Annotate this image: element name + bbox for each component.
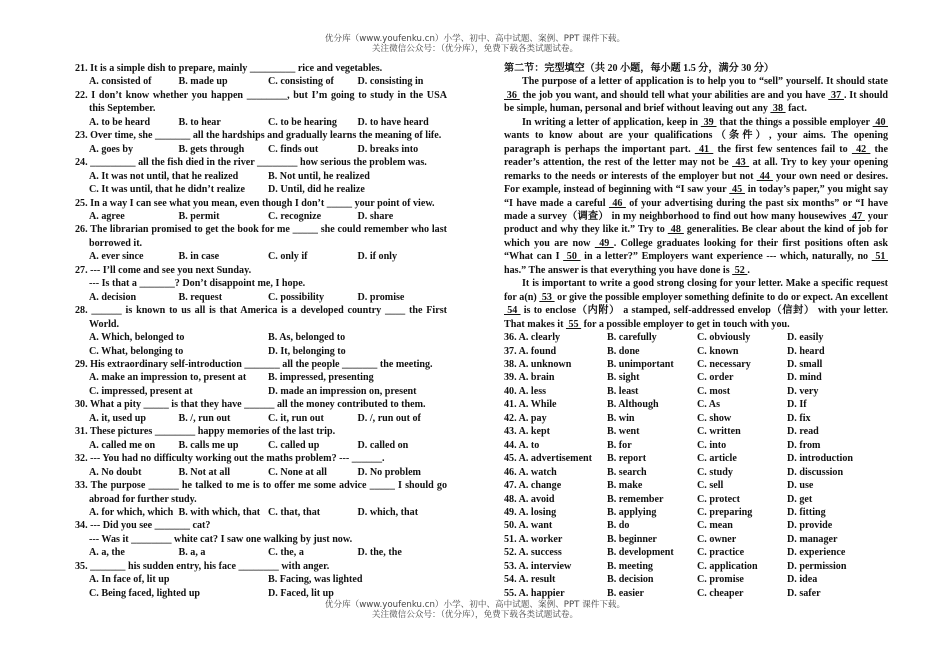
answer-option: D. get [787, 493, 813, 505]
passage-text: the first few sentences fail to [713, 143, 852, 155]
options-row [75, 439, 447, 452]
answer-option: B. do [607, 520, 630, 532]
answer-option: 43. A. kept [504, 426, 550, 438]
option: B. request [178, 291, 223, 303]
answer-option: 54. A. result [504, 574, 556, 586]
question-text: 35. _______ his sudden entry, his face ________ with anger. [75, 560, 330, 572]
passage-text: the reader’s attention, the rest of the letter may not be [504, 143, 889, 169]
option: D. Faced, lit up [268, 587, 334, 599]
options-row [75, 587, 447, 600]
answer-option: C. As [697, 399, 720, 411]
option: B. As, belonged to [268, 332, 346, 344]
answer-option: 51. A. worker [504, 533, 563, 545]
answer-option: C. practice [697, 547, 745, 559]
question-item [75, 304, 447, 358]
answer-option: 41. A. While [504, 399, 557, 411]
answer-option: B. report [607, 453, 647, 465]
option: D. breaks into [357, 143, 419, 155]
section-title: 第二节：完型填空（共 20 小题，每小题 1.5 分，满分 30 分） [504, 63, 775, 74]
answer-option: 53. A. interview [504, 560, 572, 572]
passage-text: has.” The answer is that everything you have done is [504, 264, 733, 276]
question-item [75, 197, 447, 224]
option: C. consisting of [268, 76, 334, 88]
answer-option: C. study [697, 466, 733, 478]
answer-option: B. development [607, 547, 674, 559]
passage-text: in a letter?” Employers want experience --- which, naturally, no [580, 251, 872, 263]
blank-number: 40 [872, 116, 889, 128]
answer-option: B. remember [607, 493, 664, 505]
option: D. It, belonging to [268, 345, 346, 357]
answer-option: B. search [607, 466, 647, 478]
answer-option: 36. A. clearly [504, 332, 561, 344]
option: B. made up [178, 76, 228, 88]
option: A. called me on [89, 439, 156, 451]
blank-number: 48 [667, 224, 684, 236]
answer-option: D. If [787, 399, 807, 411]
question-text: 26. The librarian promised to get the book for me _____ she could remember who last borrowed it. [75, 224, 447, 249]
blank-number: 37 [828, 89, 844, 101]
options-row [75, 183, 447, 196]
answer-option: C. sell [697, 480, 724, 492]
answer-option: D. small [787, 358, 823, 370]
question-text: 27. --- I’ll come and see you next Sunday. [75, 264, 252, 276]
blank-number: 36 [504, 89, 520, 101]
answer-option: D. idea [787, 574, 818, 586]
option: B. Facing, was lighted [268, 574, 363, 586]
option: A. make an impression to, present at [89, 372, 247, 384]
option: A. a, the [89, 547, 125, 559]
answer-option: B. sight [607, 372, 640, 384]
question-item [75, 89, 447, 129]
option: A. consisted of [89, 76, 152, 88]
answer-option: 39. A. brain [504, 372, 555, 384]
passage-text: that the things a possible employer [716, 116, 873, 128]
answer-option: C. obviously [697, 332, 751, 344]
answer-option: 45. A. advertisement [504, 453, 593, 465]
option: C. only if [268, 251, 308, 263]
option: D. to have heard [357, 116, 429, 128]
answer-row [504, 479, 888, 492]
option: A. for which, which [89, 506, 174, 518]
option: A. No doubt [89, 466, 142, 478]
passage-text: generalities. Be clear about the kind of job for which you are now [504, 224, 888, 249]
answer-option: B. went [607, 426, 640, 438]
answer-option: 46. A. watch [504, 466, 557, 478]
answer-option: D. fix [787, 412, 811, 424]
cloze-paragraph-2 [504, 116, 888, 277]
options-row [75, 345, 447, 358]
answer-option: D. read [787, 426, 819, 438]
answer-option: 50. A. want [504, 520, 553, 532]
option: B. impressed, presenting [268, 372, 374, 384]
answer-row [504, 398, 888, 411]
option: B. permit [178, 210, 220, 222]
question-text: 25. In a way I can see what you mean, even though I don’t _____ your point of view. [75, 197, 435, 209]
answer-row [504, 506, 888, 519]
footer-line-1: 优分库（www.youfenku.cn）小学、初中、高中试题、案例、PPT 课件下载。 [324, 600, 626, 610]
option: D. the, the [357, 547, 402, 559]
blank-number: 55 [565, 318, 582, 330]
blank-number: 39 [700, 116, 717, 128]
option: A. to be heard [89, 116, 151, 128]
question-text: 31. These pictures ________ happy memories of the last trip. [75, 426, 336, 438]
passage-text: It is important to write a good strong closing for your letter. Make a specific request for a(n) [504, 278, 888, 303]
blank-number: 50 [563, 251, 581, 263]
passage-text: your own need or desires. For example, instead of beginning with “I saw your [504, 170, 888, 196]
option: C. that, that [268, 506, 321, 518]
options-row [75, 412, 447, 425]
answer-option: B. for [607, 439, 632, 451]
option: D. Until, did he realize [268, 184, 365, 196]
option: D. which, that [357, 506, 419, 518]
question-item [75, 533, 447, 560]
option: A. In face of, lit up [89, 574, 170, 586]
answer-option: 38. A. unknown [504, 358, 572, 370]
blank-number: 46 [608, 197, 626, 209]
answer-option: C. written [697, 426, 741, 438]
option: C. to be hearing [268, 116, 337, 128]
answer-option: C. owner [697, 533, 737, 545]
question-item [75, 129, 447, 156]
options-row [75, 116, 447, 129]
options-row [75, 250, 447, 263]
answer-option: D. discussion [787, 466, 844, 478]
passage-text: in today’s paper,” you might say “I have made a careful [504, 184, 888, 209]
passage-text: wants to know about are your qualifications（条件）, your aims. The opening paragraph is perhaps the important part. [504, 130, 888, 155]
question-item [75, 223, 447, 263]
question-item [75, 425, 447, 452]
header-line-2: 关注微信公众号：（优分库），免费下载各类试题试卷。 [371, 44, 579, 54]
answer-option: C. application [697, 560, 758, 572]
page-footer [0, 600, 950, 620]
answer-row [504, 533, 888, 546]
right-column-cloze [504, 62, 888, 600]
answer-option: B. applying [607, 506, 657, 518]
answer-option: 52. A. success [504, 547, 562, 559]
passage-text: . It should be simple, human, personal and brief without leaving out any [504, 89, 888, 115]
question-text: 33. The purpose ______ he talked to me is to offer me some advice _____ I should go abroad for further study. [75, 480, 447, 505]
question-item [75, 62, 447, 89]
answer-options-list [504, 331, 888, 600]
answer-option: B. win [607, 412, 635, 424]
options-row [75, 466, 447, 479]
option: B. with which, that [178, 506, 261, 518]
answer-row [504, 560, 888, 573]
blank-number: 47 [849, 210, 865, 222]
answer-option: D. manager [787, 533, 838, 545]
option: C. It was until, that he didn’t realize [89, 184, 245, 196]
options-row [75, 371, 447, 384]
answer-option: 40. A. less [504, 385, 547, 397]
left-column-questions [75, 62, 447, 600]
answer-option: D. fitting [787, 506, 826, 518]
blank-number: 42 [851, 143, 871, 155]
answer-option: C. mean [697, 520, 733, 532]
passage-text: The purpose of a letter of application is to help you to “sell” yourself. It should state [522, 76, 888, 88]
question-text: 22. I don’t know whether you happen ________, but I’m going to study in the USA this September. [75, 89, 447, 115]
cloze-paragraph-1 [504, 75, 888, 115]
options-row [75, 573, 447, 586]
options-row [75, 506, 447, 519]
question-text: 32. --- You had no difficulty working out the maths problem? --- ______. [75, 453, 385, 465]
option: A. ever since [89, 251, 144, 263]
question-text: --- Was it ________ white cat? I saw one walking by just now. [89, 533, 353, 545]
option: B. Not at all [178, 466, 231, 478]
option: B. calls me up [178, 439, 239, 451]
options-row [75, 75, 447, 88]
blank-number: 52 [732, 264, 748, 276]
passage-text: . [747, 264, 750, 276]
question-item [75, 264, 447, 277]
option: D. No problem [357, 466, 421, 478]
option: D. called on [357, 439, 409, 451]
option: B. /, run out [178, 412, 231, 424]
option: B. Not until, he realized [268, 170, 370, 182]
passage-text: your product and why they like it.” Try to [504, 210, 888, 236]
answer-option: 55. A. happier [504, 587, 565, 599]
answer-option: B. least [607, 385, 639, 397]
question-text: 21. It is a simple dish to prepare, mainly _________ rice and vegetables. [75, 63, 383, 74]
answer-option: 49. A. losing [504, 506, 557, 518]
option: D. /, run out of [357, 412, 421, 424]
question-item [75, 358, 447, 398]
answer-option: C. known [697, 345, 739, 357]
option: C. Being faced, lighted up [89, 587, 201, 599]
passage-text: is to enclose（内附） a stamped, self-addressed envelop（信封） with your letter. That makes it [504, 305, 889, 330]
answer-option: D. experience [787, 547, 846, 559]
blank-number: 54 [504, 305, 521, 317]
passage-text: the job you want, and should tell what your abilities are and you have [519, 89, 829, 101]
options-row [75, 210, 447, 223]
answer-option: 44. A. to [504, 439, 540, 451]
blank-number: 44 [756, 170, 773, 182]
answer-option: B. make [607, 480, 643, 492]
answer-option: C. protect [697, 493, 740, 505]
question-text: 24. _________ all the fish died in the river ________ how serious the problem was. [75, 157, 427, 169]
answer-option: D. introduction [787, 453, 853, 465]
answer-option: D. provide [787, 520, 833, 532]
option: C. called up [268, 439, 320, 451]
answer-option: C. article [697, 453, 737, 465]
answer-row [504, 345, 888, 358]
option: A. agree [89, 210, 125, 222]
option: D. if only [357, 251, 398, 263]
question-item [75, 560, 447, 600]
options-row [75, 546, 447, 559]
option: A. it, used up [89, 412, 146, 424]
answer-option: D. use [787, 480, 814, 492]
options-row [75, 291, 447, 304]
answer-option: B. meeting [607, 560, 653, 572]
question-item [75, 398, 447, 425]
answer-option: B. Although [607, 399, 659, 411]
question-text: 28. ______ is known to us all is that America is a developed country ____ the First World. [75, 305, 447, 330]
answer-option: B. unimportant [607, 358, 674, 370]
page-header [0, 34, 950, 54]
option: C. What, belonging to [89, 345, 184, 357]
option: C. the, a [268, 547, 304, 559]
passage-text: In writing a letter of application, keep in [522, 116, 701, 128]
answer-row [504, 573, 888, 586]
options-row [75, 170, 447, 183]
answer-row [504, 425, 888, 438]
cloze-paragraph-3 [504, 277, 888, 331]
answer-row [504, 385, 888, 398]
option: B. to hear [178, 116, 221, 128]
options-row [75, 331, 447, 344]
options-row [75, 143, 447, 156]
passage-text: for a possible employer to get in touch with you. [581, 318, 790, 330]
answer-option: C. promise [697, 574, 744, 586]
answer-option: C. necessary [697, 358, 751, 370]
answer-option: B. done [607, 345, 640, 357]
question-item [75, 519, 447, 532]
answer-option: B. decision [607, 574, 654, 586]
blank-number: 41 [694, 143, 714, 155]
option: A. goes by [89, 143, 134, 155]
answer-row [504, 546, 888, 559]
answer-option: D. safer [787, 587, 821, 599]
question-text: 34. --- Did you see _______ cat? [75, 520, 211, 532]
option: C. recognize [268, 210, 322, 222]
option: C. it, run out [268, 412, 324, 424]
answer-option: D. from [787, 439, 821, 451]
option: B. a, a [178, 547, 206, 559]
option: A. decision [89, 291, 137, 303]
answer-option: C. cheaper [697, 587, 744, 599]
option: B. in case [178, 251, 220, 263]
question-item [75, 156, 447, 196]
answer-row [504, 439, 888, 452]
blank-number: 53 [539, 291, 555, 303]
answer-row [504, 466, 888, 479]
passage-text: at all. Try to key your opening remarks to the needs or interests of the employer but not [504, 157, 889, 182]
answer-option: 48. A. avoid [504, 493, 555, 505]
blank-number: 49 [594, 237, 614, 249]
answer-row [504, 452, 888, 465]
answer-option: 37. A. found [504, 345, 557, 357]
answer-option: B. carefully [607, 332, 657, 344]
footer-line-2: 关注微信公众号：（优分库），免费下载各类试题试卷。 [371, 610, 579, 620]
question-item [75, 277, 447, 304]
answer-option: C. show [697, 412, 732, 424]
option: D. made an impression on, present [268, 385, 417, 397]
answer-option: C. preparing [697, 506, 753, 518]
answer-row [504, 331, 888, 344]
question-text: --- Is that a _______? Don’t disappoint me, I hope. [89, 278, 306, 290]
question-item [75, 479, 447, 519]
option: C. impressed, present at [89, 385, 193, 397]
option: D. consisting in [357, 76, 424, 88]
answer-option: B. beginner [607, 533, 657, 545]
answer-option: C. order [697, 372, 734, 384]
blank-number: 45 [729, 184, 745, 196]
answer-row [504, 412, 888, 425]
option: C. possibility [268, 291, 325, 303]
answer-option: 47. A. change [504, 480, 562, 492]
options-row [75, 385, 447, 398]
option: D. share [357, 210, 394, 222]
blank-number: 38 [770, 103, 786, 115]
header-line-1: 优分库（www.youfenku.cn）小学、初中、高中试题、案例、PPT 课件下载。 [324, 34, 626, 44]
option: A. It was not until, that he realized [89, 170, 239, 182]
answer-row [504, 587, 888, 600]
option: D. promise [357, 291, 405, 303]
option: C. finds out [268, 143, 319, 155]
question-item [75, 452, 447, 479]
answer-option: 42. A. pay [504, 412, 547, 424]
option: A. Which, belonged to [89, 332, 185, 344]
passage-text: fact. [785, 103, 807, 115]
passage-text: . College graduates looking for their first positions often ask “What can I [504, 237, 888, 263]
option: C. None at all [268, 466, 327, 478]
blank-number: 43 [732, 157, 750, 169]
answer-option: C. most [697, 385, 731, 397]
passage-text: of your advertising during the past six months” or “I have made a survey（调查） in my neighborhood to find out how many housewives [504, 197, 888, 222]
question-text: 30. What a pity _____ is that they have ______ all the money contributed to them. [75, 399, 426, 411]
answer-option: D. heard [787, 345, 825, 357]
answer-option: D. mind [787, 372, 822, 384]
question-text: 29. His extraordinary self-introduction _______ all the people _______ the meeting. [75, 358, 433, 370]
answer-option: D. permission [787, 560, 847, 572]
answer-option: D. very [787, 385, 819, 397]
answer-option: C. into [697, 439, 727, 451]
answer-row [504, 371, 888, 384]
answer-row [504, 493, 888, 506]
blank-number: 51 [871, 251, 889, 263]
answer-row [504, 358, 888, 371]
answer-option: B. easier [607, 587, 644, 599]
option: B. gets through [178, 143, 245, 155]
question-text: 23. Over time, she _______ all the hardships and gradually learns the meaning of life. [75, 130, 442, 142]
answer-row [504, 519, 888, 532]
answer-option: D. easily [787, 332, 824, 344]
passage-text: or give the possible employer something definite to do or expect. An excellent [554, 291, 889, 303]
